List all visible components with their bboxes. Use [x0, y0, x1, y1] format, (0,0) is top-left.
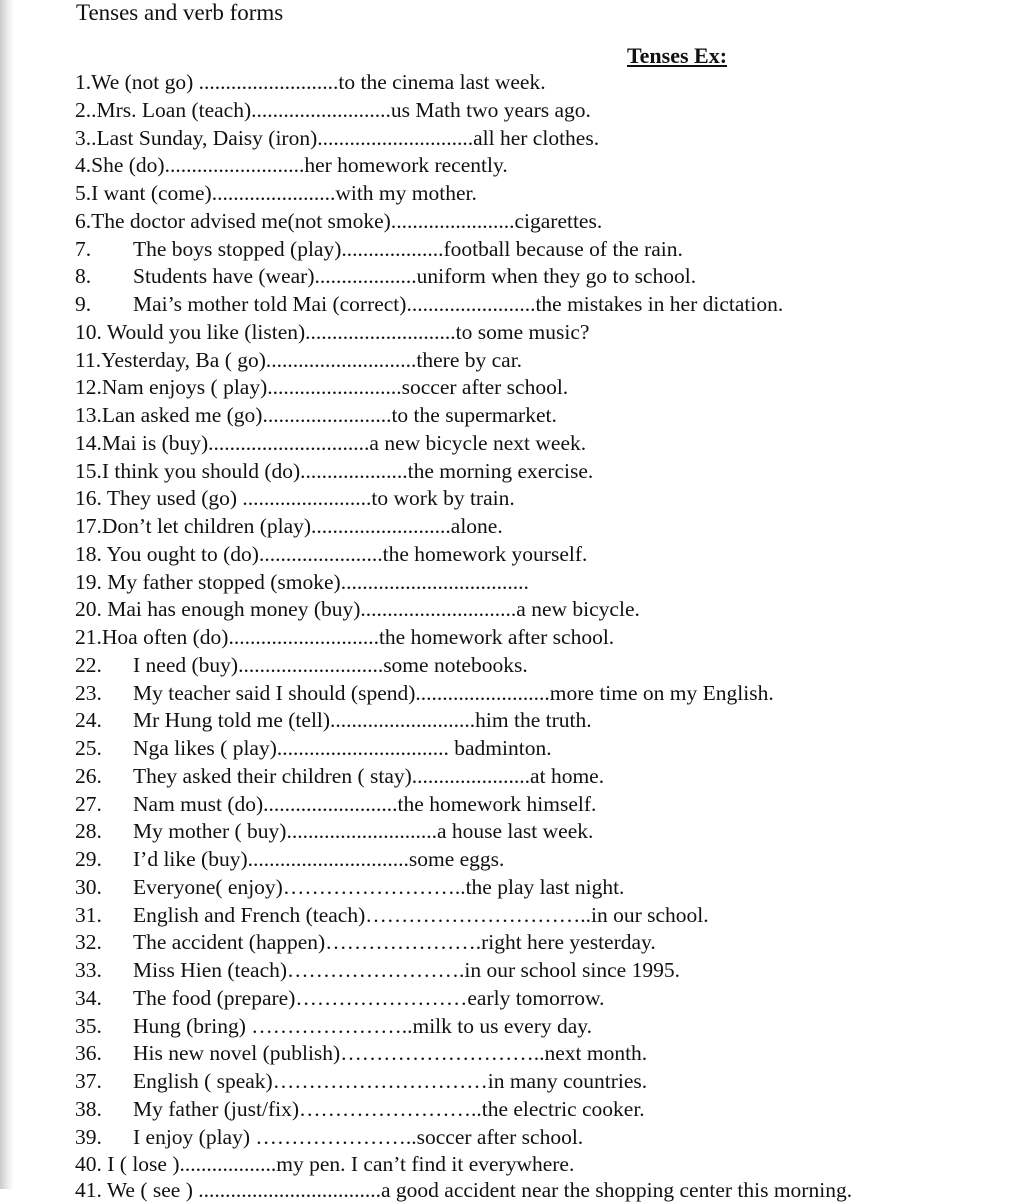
exercise-number: 22.: [75, 652, 102, 677]
exercise-number: 25.: [75, 736, 102, 760]
exercise-text: My father (just/fix)……………………..the electric cooker.: [133, 1096, 645, 1121]
exercise-text: His new novel (publish)………………………..next month.: [133, 1041, 648, 1066]
exercise-text: Mr Hung told me (tell)...........................him the truth.: [133, 708, 592, 733]
exercise-text: Nga likes ( play)................................ badminton.: [133, 736, 552, 760]
exercise-item: [75, 596, 1005, 624]
exercise-item: [75, 402, 1005, 430]
exercise-number: 7.: [75, 236, 92, 261]
exercise-text: I think you should (do)....................the morning exercise.: [101, 458, 594, 483]
exercise-text: I want (come).......................with my mother.: [91, 181, 477, 205]
exercise-item: [75, 263, 1005, 291]
exercise-text: Mai is (buy)..............................a new bicycle next week.: [101, 430, 587, 455]
exercise-item: [75, 680, 1005, 708]
exercise-text: Students have (wear)...................uniform when they go to school.: [133, 264, 697, 289]
exercise-text: Nam enjoys ( play).........................soccer after school.: [101, 375, 569, 400]
scan-edge-shadow: [0, 0, 14, 1189]
exercise-item: [75, 707, 1005, 735]
exercise-item: [75, 874, 1005, 902]
exercise-text: They asked their children ( stay)......................at home.: [133, 763, 605, 788]
exercise-item: [75, 569, 1005, 597]
exercise-number: 21.: [75, 625, 102, 649]
exercise-number: 32.: [75, 930, 102, 955]
exercise-number: 26.: [75, 763, 102, 788]
exercise-number: 1.: [75, 70, 92, 94]
exercise-text: Yesterday, Ba ( go)............................there by car.: [101, 347, 523, 372]
exercise-text: The food (prepare)……………………early tomorrow.: [133, 985, 605, 1010]
exercise-item: [75, 97, 1005, 125]
exercise-number: 14.: [75, 430, 102, 455]
exercise-item: [75, 125, 1005, 153]
exercise-text: Lan asked me (go)........................to the supermarket.: [101, 403, 557, 427]
exercise-text: I ( lose )..................my pen. I can’t find it everywhere.: [107, 1152, 575, 1177]
exercise-item: [75, 763, 1005, 791]
exercise-text: .Last Sunday, Daisy (iron).............................all her clothes.: [91, 125, 600, 150]
exercise-text: My teacher said I should (spend).........................more time on my English.: [133, 680, 774, 705]
exercise-item: [75, 1013, 1005, 1041]
exercise-item: [75, 152, 1005, 180]
exercise-item: [75, 430, 1005, 458]
exercise-item: [75, 485, 1005, 513]
page-title: Tenses and verb forms: [76, 0, 284, 25]
exercise-item: [75, 929, 1005, 957]
exercise-number: 12.: [75, 375, 102, 400]
exercise-text: Don’t let children (play)..........................alone.: [101, 514, 503, 538]
exercise-item: [75, 541, 1005, 569]
exercise-text: You ought to (do).......................the homework yourself.: [106, 541, 588, 566]
exercise-number: 31.: [75, 902, 102, 927]
exercise-number: 29.: [75, 847, 102, 871]
exercise-item: [75, 347, 1005, 375]
exercise-item: [75, 957, 1005, 985]
exercise-text: English and French (teach)…………………………..in our school.: [133, 902, 709, 927]
exercise-text: I enjoy (play) …………………..soccer after school.: [133, 1124, 584, 1149]
exercise-text: The doctor advised me(not smoke).......................cigarettes.: [91, 208, 603, 233]
exercise-number: 24.: [75, 708, 102, 733]
exercise-number: 30.: [75, 874, 102, 899]
exercise-item: [75, 236, 1005, 264]
exercise-item: [75, 319, 1005, 347]
exercise-number: 37.: [75, 1069, 102, 1093]
exercise-number: 4.: [75, 153, 92, 178]
exercise-number: 23.: [75, 680, 102, 705]
exercise-item: [75, 1068, 1005, 1096]
exercise-text: I need (buy)...........................some notebooks.: [133, 652, 528, 677]
cut-off-line: 41. We ( see ) ..................................a good accident near the shopping center this morning.: [75, 1178, 853, 1202]
exercise-number: 33.: [75, 958, 102, 982]
exercise-text: Mai’s mother told Mai (correct)........................the mistakes in her dictation.: [133, 292, 784, 316]
exercise-text: Would you like (listen)............................to some music?: [106, 319, 590, 344]
exercise-item: [75, 458, 1005, 486]
exercise-list: [75, 69, 1005, 1179]
exercise-item: [75, 1096, 1005, 1124]
exercise-number: 16.: [75, 486, 107, 511]
exercise-item: [75, 69, 1005, 97]
exercise-item: [75, 902, 1005, 930]
exercise-text: The boys stopped (play)...................football because of the rain.: [133, 236, 683, 261]
exercise-number: 18.: [75, 541, 107, 566]
exercise-text: We (not go) ..........................to the cinema last week.: [91, 70, 546, 94]
exercise-number: 3.: [75, 125, 92, 150]
exercise-text: The accident (happen)………………….right here yesterday.: [133, 930, 656, 955]
exercise-number: 5.: [75, 181, 92, 205]
exercise-item: [75, 513, 1005, 541]
exercise-number: 8.: [75, 264, 92, 289]
exercise-number: 15.: [75, 458, 102, 483]
exercise-text: Mai has enough money (buy).............................a new bicycle.: [107, 597, 640, 622]
exercise-item: [75, 624, 1005, 652]
exercise-number: 34.: [75, 985, 102, 1010]
exercise-item: [75, 985, 1005, 1013]
exercise-number: 11.: [75, 347, 102, 372]
exercise-item: [75, 652, 1005, 680]
exercise-item: [75, 180, 1005, 208]
exercise-text: I’d like (buy)..............................some eggs.: [133, 847, 505, 871]
exercise-number: 9.: [75, 292, 92, 316]
exercise-item: [75, 1151, 1005, 1179]
exercise-text: My father stopped (smoke)...................................: [107, 569, 529, 594]
exercise-text: Hoa often (do)............................the homework after school.: [101, 625, 615, 649]
exercise-item: [75, 208, 1005, 236]
exercise-number: 35.: [75, 1013, 102, 1038]
exercise-text: Hung (bring) …………………..milk to us every day.: [133, 1013, 593, 1038]
exercise-item: [75, 1040, 1005, 1068]
exercise-text: She (do)..........................her homework recently.: [91, 153, 508, 178]
exercise-number: 2.: [75, 97, 92, 122]
exercise-item: [75, 735, 1005, 763]
exercise-number: 20.: [75, 597, 108, 622]
exercise-text: English ( speak)…………………………in many countries.: [133, 1069, 648, 1093]
exercise-number: 6.: [75, 208, 92, 233]
exercise-item: [75, 791, 1005, 819]
exercise-number: 17.: [75, 514, 102, 538]
section-heading: Tenses Ex:: [627, 43, 728, 68]
exercise-text: My mother ( buy)............................a house last week.: [133, 819, 594, 844]
exercise-number: 10.: [75, 319, 107, 344]
exercise-number: 40.: [75, 1152, 108, 1177]
exercise-number: 36.: [75, 1041, 102, 1066]
exercise-number: 38.: [75, 1096, 102, 1121]
exercise-text: Nam must (do).........................the homework himself.: [133, 791, 597, 816]
exercise-item: [75, 846, 1005, 874]
exercise-number: 19.: [75, 569, 108, 594]
exercise-item: [75, 818, 1005, 846]
exercise-text: They used (go) ........................to work by train.: [106, 486, 515, 511]
exercise-number: 27.: [75, 791, 102, 816]
exercise-number: 28.: [75, 819, 102, 844]
exercise-item: [75, 291, 1005, 319]
exercise-text: Everyone( enjoy)……………………..the play last night.: [133, 874, 625, 899]
exercise-text: Miss Hien (teach)…………………….in our school since 1995.: [133, 958, 680, 982]
exercise-number: 39.: [75, 1124, 102, 1149]
exercise-item: [75, 1124, 1005, 1152]
exercise-number: 13.: [75, 403, 102, 427]
exercise-item: [75, 374, 1005, 402]
exercise-text: .Mrs. Loan (teach)..........................us Math two years ago.: [91, 97, 591, 122]
